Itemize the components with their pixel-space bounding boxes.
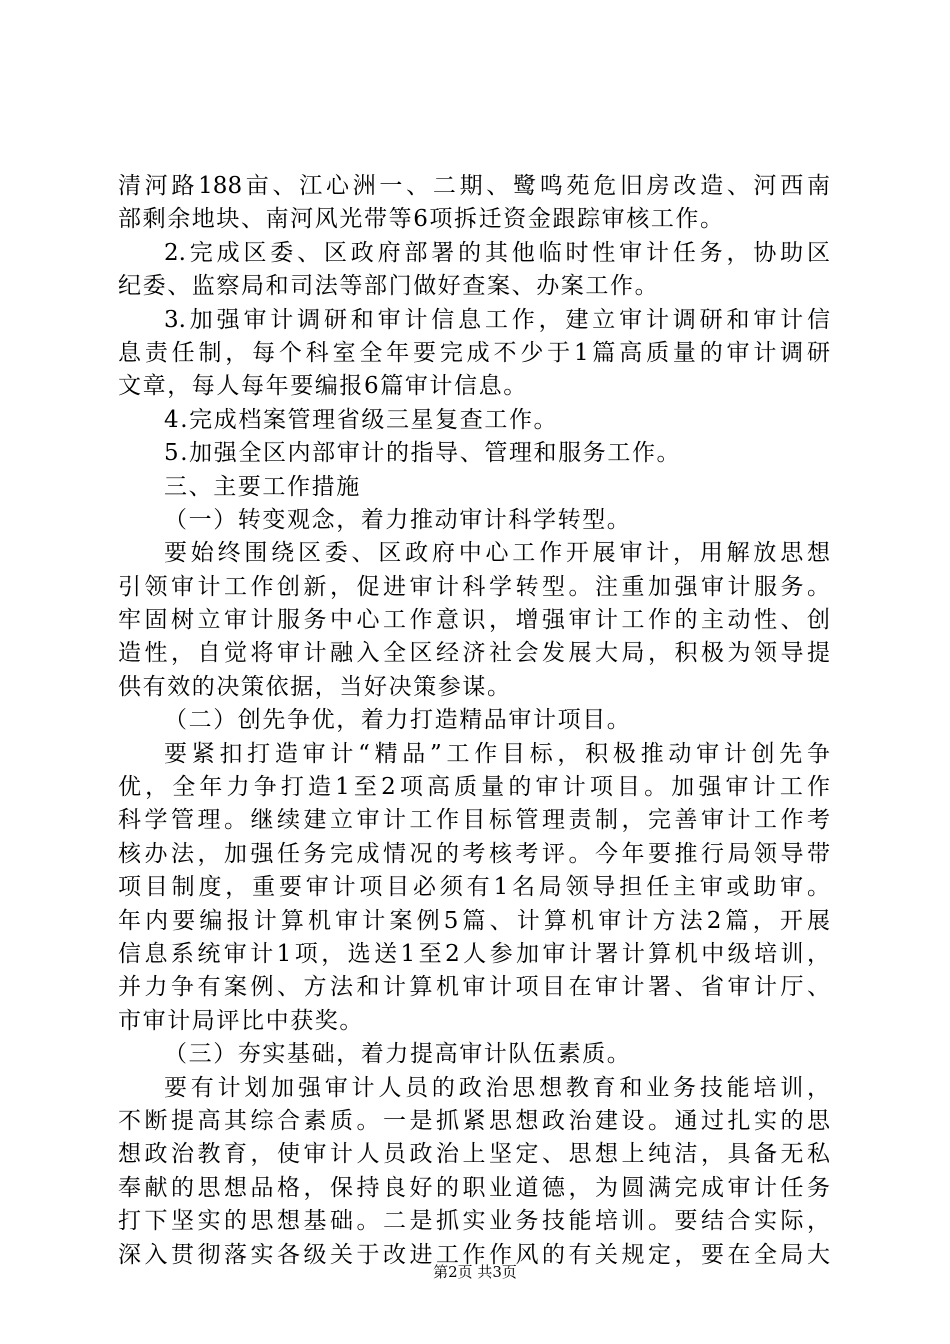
text-line: 纪委、监察局和司法等部门做好查案、办案工作。 <box>118 273 660 300</box>
text-line: 4.完成档案管理省级三星复查工作。 <box>164 406 559 433</box>
text-line: 牢固树立审计服务中心工作意识，增强审计工作的主动性、创 <box>118 607 830 634</box>
text-line: 优，全年力争打造1至2项高质量的审计项目。加强审计工作 <box>118 774 830 801</box>
text-line: 三、主要工作措施 <box>164 473 361 500</box>
text-line: 科学管理。继续建立审计工作目标管理责制，完善审计工作考 <box>118 807 830 834</box>
text-line: 5.加强全区内部审计的指导、管理和服务工作。 <box>164 440 682 467</box>
text-line: 市审计局评比中获奖。 <box>118 1007 364 1034</box>
text-line: 核办法，加强任务完成情况的考核考评。今年要推行局领导带 <box>118 840 830 867</box>
text-line: 要紧扣打造审计“精品”工作目标，积极推动审计创先争 <box>164 740 830 767</box>
text-line: 2.完成区委、区政府部署的其他临时性审计任务，协助区 <box>164 239 830 266</box>
text-line: （二）创先争优，着力打造精品审计项目。 <box>164 707 632 734</box>
text-line: 深入贯彻落实各级关于改进工作作风的有关规定，要在全局大 <box>118 1241 830 1268</box>
text-line: 清河路188亩、江心洲一、二期、鹭鸣苑危旧房改造、河西南 <box>118 173 830 199</box>
text-line: 打下坚实的思想基础。二是抓实业务技能培训。要结合实际， <box>118 1208 830 1235</box>
text-line: 信息系统审计1项，选送1至2人参加审计署计算机中级培训， <box>118 940 830 967</box>
text-line: 不断提高其综合素质。一是抓紧思想政治建设。通过扎实的思 <box>118 1107 830 1134</box>
text-line: 要始终围绕区委、区政府中心工作开展审计，用解放思想 <box>164 540 830 567</box>
text-line: 年内要编报计算机审计案例5篇、计算机审计方法2篇，开展 <box>118 907 830 934</box>
text-line: 项目制度，重要审计项目必须有1名局领导担任主审或助审。 <box>118 874 830 901</box>
document-body <box>118 170 830 1272</box>
text-line: 造性，自觉将审计融入全区经济社会发展大局，积极为领导提 <box>118 640 830 667</box>
text-line: 文章，每人每年要编报6篇审计信息。 <box>118 373 528 400</box>
text-line: 引领审计工作创新，促进审计科学转型。注重加强审计服务。 <box>118 573 830 600</box>
text-line: 息责任制，每个科室全年要完成不少于1篇高质量的审计调研 <box>118 339 830 366</box>
page-footer: 第2页 共3页 <box>433 1263 517 1281</box>
text-line: 要有计划加强审计人员的政治思想教育和业务技能培训， <box>164 1074 830 1101</box>
text-line: （一）转变观念，着力推动审计科学转型。 <box>164 506 632 533</box>
text-line: 奉献的思想品格，保持良好的职业道德，为圆满完成审计任务 <box>118 1174 830 1201</box>
text-line: 并力争有案例、方法和计算机审计项目在审计署、省审计厅、 <box>118 974 830 1001</box>
text-line: 3.加强审计调研和审计信息工作，建立审计调研和审计信 <box>164 306 830 333</box>
text-line: （三）夯实基础，着力提高审计队伍素质。 <box>164 1041 632 1068</box>
text-line: 想政治教育，使审计人员政治上坚定、思想上纯洁，具备无私 <box>118 1141 830 1168</box>
text-line: 部剩余地块、南河风光带等6项拆迁资金跟踪审核工作。 <box>118 206 725 233</box>
text-line: 供有效的决策依据，当好决策参谋。 <box>118 673 512 700</box>
